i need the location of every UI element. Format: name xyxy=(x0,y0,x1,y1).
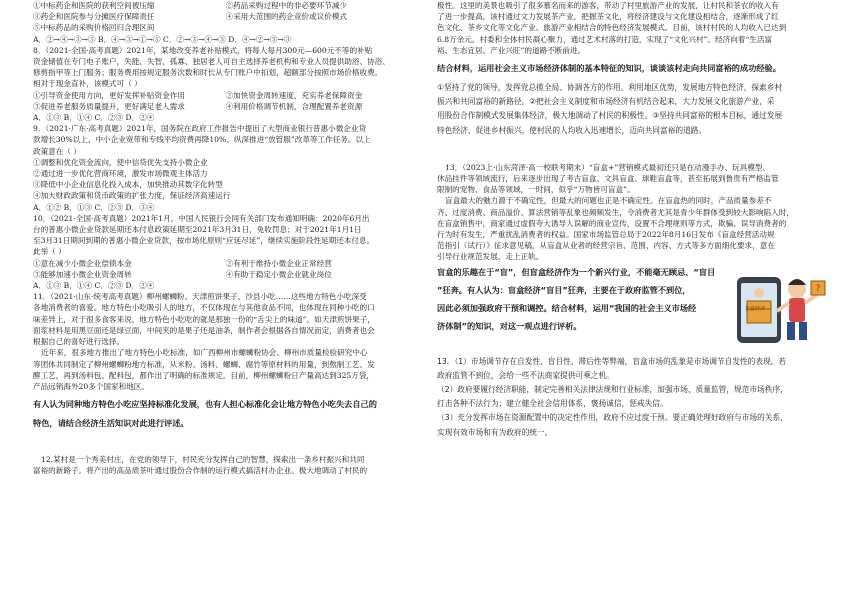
option-row xyxy=(33,258,418,269)
question-12-answer: 用股份合作制模式发展集体经济，极大地调动了村民的积极性。③坚持共同富裕的根本目标，通过发展 xyxy=(437,111,783,121)
question-9-text: 款增长30%以上、中小企业宽带和专线平均资费再降10%、纵深推进“放管服”改革等工作任务。以上 xyxy=(33,135,371,145)
option-text: ④利用价格调节机制，合理配置养老资源 xyxy=(225,101,363,111)
spacer xyxy=(437,150,830,162)
question-8-text: 8．（2021·全国·高考真题）2021年，某地改变养老补贴模式，将每人每月300元—600元不等的补贴 xyxy=(33,45,373,55)
question-12-answer: ①坚持了党的领导，发挥党总揽全局、协调各方的作用。利用地区优势，发展地方特色经济，探索乡村 xyxy=(437,83,783,93)
option-row xyxy=(33,11,418,22)
answer-choices: A．②→④→③→⑤ B．④→③→①→⑤ C．②→③→④→⑤ D．④→②→⑤→③ xyxy=(33,34,292,44)
option-text: ②加快资金周转速度，充实养老保障资金 xyxy=(225,90,363,100)
question-13-prompt-line: 盲盒的乐趣在于“盲”，但盲盒经济作为一个新兴行业，不能毫无顾忌、“盲目 xyxy=(437,266,716,277)
question-12-text: 了进一步提高。该村通过文力发展茶产业，把握茶文化，将经济建设与文化建设相结合，逐渐形成了红 xyxy=(437,12,779,22)
left-column xyxy=(33,0,418,607)
question-11-prompt: 有人认为同种地方特色小吃应坚持标准化发展，也有人担心标准化会让地方特色小吃失去自己的 xyxy=(33,399,377,410)
question-11-text: 等团体共同制定了柳州螺蛳粉地方标准，从米粉、汤料、螺蛳、腐竹等原材料的用量，到熬制工艺、发 xyxy=(33,359,375,369)
question-12-text: 色文化、茶乡文化等文化产业、旅游产业相结合的特色经济发展模式。目前，该村村民的人均收入已达到 xyxy=(437,23,787,33)
question-13-text: 在盲盒销售中，商家通过虚假夸大诱导人误解的商业宣传，设置不合理规则等方式，欺骗、误导消费者的 xyxy=(437,218,787,228)
question-13-answer: （2）政府要履行经济职能，制定完善相关法律法规和行业标准，加强市场、质量监管，规范市场秩序， xyxy=(437,385,788,395)
question-11-text: 产品远销海外20多个国家和地区。 xyxy=(33,381,149,391)
question-8-text: 资金储值在专门电子账户，失能、失智、孤寡、独居老人可自主选择养老机构和专业人员提供助浴、协浴、 xyxy=(33,57,390,67)
question-11-text: 面浆材料是用黑豆面还是绿豆面，中间夹的是果子还是油条，制作者会根据各自情况而定，消费者也会 xyxy=(33,325,375,335)
question-10-text: 此举（ ） xyxy=(33,247,66,257)
svg-text:?: ? xyxy=(815,283,821,294)
answer-choices: A．①② B．①③ C．②③ D．③④ xyxy=(33,202,155,212)
option-row xyxy=(33,269,418,280)
option-text: ④采用大范围的药企竞价或议价模式 xyxy=(225,12,347,22)
option-text: ④有助于稳定小微企业就业岗位 xyxy=(225,269,332,279)
question-11-text: 味差异上，对于很多食客来说，地方特色小吃吃的就是那独一份的“舌尖上的味道”。如天津煎饼果子， xyxy=(33,314,375,324)
option-row xyxy=(33,90,418,101)
question-12-text: 极性。这里的美景也吸引了很多慕名而来的游客，带动了村里旅游产业的发展，让村民和茶农的收入有 xyxy=(437,1,779,10)
question-13-answer: 政府监管不到位，会给一些不法商家提供可乘之机。 xyxy=(437,370,614,380)
question-12-text: 6.8万余元。村委和全体村民凝心聚力，通过艺术村落的打造，实现了“文化兴村”。经济向着“生活富 xyxy=(437,34,773,44)
question-13-text: 行为时有发生，严重扰乱消费者的权益。国家市场监管总局于2022年8月16日发布《盲盒经营活动规 xyxy=(437,230,775,240)
option-text: ③药企和医院参与分摊医疗保障责任 xyxy=(33,12,155,22)
question-13-prompt-line: 济体制”的知识，对这一观点进行评析。 xyxy=(437,320,582,331)
option-text: ⑤中标药品的采购价格回归合理区间 xyxy=(33,23,155,33)
question-11-text: 近年来，很多地方推出了地方特色小吃标准，如广西柳州市螺蛳粉协会、柳州市质量检验研究中心 xyxy=(41,348,368,358)
option-text: ①意在减少小微企业偿债本金 xyxy=(33,258,132,268)
question-11-text: 酵工艺，再到汤料包、配料包，都作出了明确的标准规定。目前，柳州螺蛳粉日产量高达到325万袋， xyxy=(33,370,375,380)
question-11-prompt: 特色，请结合经济生活知识对此进行评述。 xyxy=(33,418,189,429)
question-13-text: 13．（2023上·山东菏泽·高一校联考期末）“盲盒+”营销模式最初还只是在动漫手办、玩具模型、 xyxy=(445,162,771,172)
spacer xyxy=(33,442,418,454)
question-13-answer: （3）充分发挥市场在资源配置中的决定性作用，政府不应过度干预。要正确处理好政府与市场的关系， xyxy=(437,413,788,423)
question-8-text: 修剪指甲等上门服务；服务费用按规定服务次数和时长从专门账户中扣划，超额部分按照市场价格收费。 xyxy=(33,68,383,78)
option-row xyxy=(33,0,418,11)
question-12-text: 富裕的新路子。将产出的高品质茶叶通过股份合作制的运行模式搞活村办企业。极大地调动了村民的 xyxy=(33,466,368,476)
option-text: ③促进养老服务质量提升，更好满足老人需求 xyxy=(33,101,185,111)
option-text: ②药品采购过程中的非必要环节减少 xyxy=(225,1,347,10)
question-11-text: 11．（2021·山东·统考高考真题）柳州螺蛳粉、天津煎饼果子、沙县小吃……这些地方特色小吃深受 xyxy=(33,292,367,302)
question-13-text: 限制的宠物、食品等领域，一时间，似乎“万物皆可盲盒”。 xyxy=(437,185,635,195)
question-13-text: 休品挂件等领域流行，后来逐步出现了考古盲盒、文具盲盒、球鞋盲盒等，甚至拓展到鲁贵有严格监管 xyxy=(437,174,779,184)
right-column xyxy=(437,0,830,607)
question-10-text: 至3月31日期间到期的普惠小微企业贷款，按市场化原则“应延尽延”，继续实施阶段性延期还本付息。 xyxy=(33,236,375,246)
option-text: ①引导资金使用方向，更好发挥补贴资金作用 xyxy=(33,90,185,100)
question-11-text: 根据自己的喜好进行选择。 xyxy=(33,337,125,347)
question-12-text: 裕、生态宜居、产业兴旺”的道路不断前进。 xyxy=(437,45,586,55)
option-text: ③能够加速小微企业资金周转 xyxy=(33,269,132,279)
question-11-text: 各地消费者的喜爱。地方特色小吃吸引人的地方，不仅体现在与其他食品不同，也体现在同种小吃的口 xyxy=(33,303,375,313)
option-text: ①中标药企和医院的获利空间被压缩 xyxy=(33,1,155,10)
question-13-text: 引导行业规范发展、走上正轨。 xyxy=(437,252,544,262)
option-text: ②有利于维持小微企业正常经营 xyxy=(225,258,332,268)
option-text: ②通过进一步优化营商环境，激发市场微观主体活力 xyxy=(33,169,208,179)
question-12-prompt: 结合材料，运用社会主义市场经济体制的基本特征的知识，谈谈该村走向共同富裕的成功经验。 xyxy=(437,63,781,74)
question-13-answer: 实现有效市场和有为政府的统一。 xyxy=(437,427,553,437)
illustration-label: 盲盒经济 xyxy=(745,305,766,312)
question-13-text: 盲盒最大的魅力源于不确定性，但最大的问题也正是不确定性。在盲盒热的同时，产品质量参差不 xyxy=(445,196,772,206)
option-text: ④加大财政政策和货币政策的扩张力度，保证经济高速运行 xyxy=(33,191,231,201)
question-9-text: 政策意在（ ） xyxy=(33,146,81,156)
question-13-text: 范指引（试行）》征求意见稿，从盲盒从业者的经营宗旨、范围、内容、方式等多方面细化要求，意在 xyxy=(437,241,775,251)
option-row xyxy=(33,101,418,112)
question-13-prompt xyxy=(437,263,727,349)
answer-choices: A．①③ B．①④ C．②③ D．②④ xyxy=(33,113,155,123)
option-text: ①调整和优化资金流向，使中信贷优先支持小微企业 xyxy=(33,157,208,167)
question-12-answer: 振兴和共同富裕的新路径。②把社会主义制度和市场经济有机结合起来，大力发展文化旅游产业，采 xyxy=(437,97,775,107)
question-13-answer: 打击各种不法行为；建立健全社会信用体系，褒扬诚信，惩戒失信。 xyxy=(437,399,668,409)
spacer xyxy=(33,430,418,442)
question-10-text: 10．（2021·全国·高考真题）2021年1月，中国人民银行会同有关部门发布通知明确：2020年6月出 xyxy=(33,213,370,223)
question-13-prompt-line: 因此必须加强政府干预和调控。结合材料，运用“我国的社会主义市场经 xyxy=(437,302,697,313)
question-13-answer: 13．（1）市场调节存在自发性、盲目性、滞后性等弊端，盲盒市场的乱象是市场调节自发性的表现。若 xyxy=(437,356,787,366)
question-9-text: 9．（2021·广东·高考真题）2021年，国务院在政府工作报告中提出了大型商业银行普惠小微企业贷 xyxy=(33,124,367,134)
answer-choices: A．①③ B．①④ C．②③ D．②④ xyxy=(33,281,155,291)
question-10-text: 台的普惠小微企业贷款延期还本付息政策延期至2021年3月31日，免收罚息；对于2021年1月1日 xyxy=(33,225,362,235)
option-text: ③降低中小企业信息化投入成本，加快推动其数字化转型 xyxy=(33,180,223,190)
blind-box-illustration xyxy=(733,267,829,349)
question-13-text: 齐、过度消费、商品溢价、算法营销等乱象也频频发生，令消费者尤其是青少年群体受到较大影响陷入时， xyxy=(437,207,794,217)
question-13-prompt-line: ”狂奔。有人认为：盲盒经济“盲目”狂奔，主要在于政府监管不到位， xyxy=(437,284,691,295)
question-12-answer: 特色经济、促进乡村振兴，使村民的人均收入迅速增长，迈向共同富裕的道路。 xyxy=(437,125,707,135)
question-13-prompt-block xyxy=(437,263,830,349)
question-8-text: 相对于现金直补，该模式可（ ） xyxy=(33,79,142,89)
question-12-text: 12.某村是一个秀美村庄，在党的领导下，村民充分发挥自己的智慧，探索出一条乡村振兴和共同 xyxy=(41,455,365,465)
spacer xyxy=(437,138,830,150)
